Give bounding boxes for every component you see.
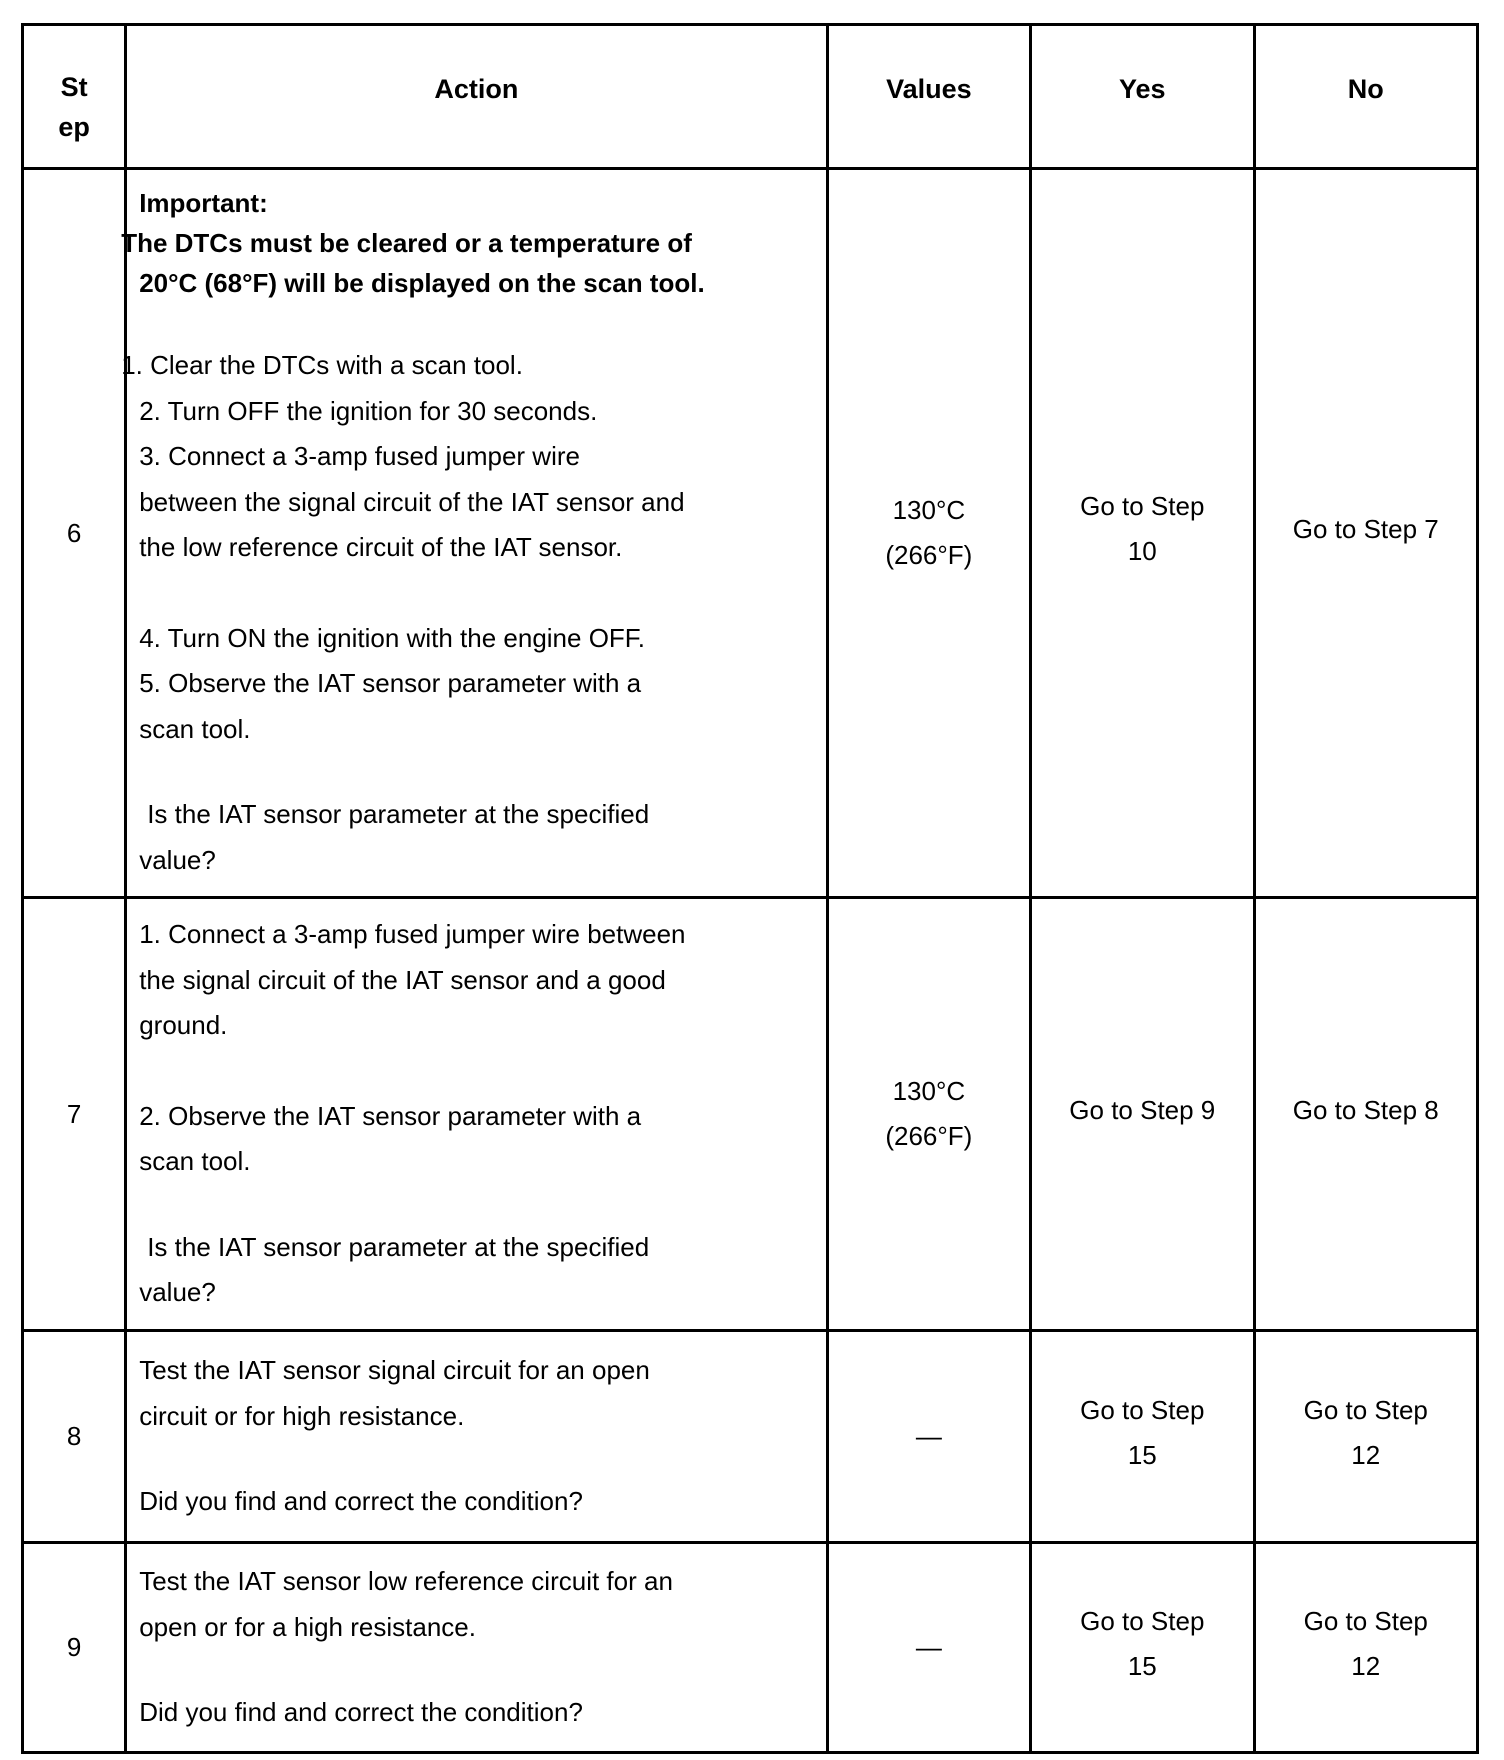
action-cell <box>121 169 827 898</box>
action-cell <box>126 1543 827 1753</box>
header-action: Action <box>126 25 827 169</box>
question-line2: value? <box>139 1277 216 1308</box>
yes-cell <box>1031 1331 1254 1543</box>
question-text: Did you find and correct the condition? <box>139 1486 583 1517</box>
table-row-step-9 <box>23 1543 1478 1753</box>
diagnostic-table <box>21 23 1479 1754</box>
action-step-4: 4. Turn ON the ignition with the engine OFF. <box>139 622 646 653</box>
value-line2: (266°F) <box>885 1121 973 1151</box>
step-number: 7 <box>23 898 126 1331</box>
value-line1: 130°C <box>892 495 966 525</box>
no-cell <box>1254 1543 1478 1753</box>
action-step-1-cont1: the signal circuit of the IAT sensor and a good <box>139 964 666 995</box>
action-step-3: 3. Connect a 3-amp fused jumper wire <box>139 441 580 471</box>
step-number: 6 <box>23 169 126 898</box>
values-cell <box>827 169 1030 898</box>
table-row-step-6 <box>23 169 1478 898</box>
values-cell <box>827 1543 1030 1753</box>
header-step-line2: ep <box>58 111 90 142</box>
value-line1: 130°C <box>892 1076 966 1106</box>
step-number: 9 <box>23 1543 126 1753</box>
no-cell <box>1254 1331 1478 1543</box>
no-line1: Go to Step <box>1303 1394 1428 1425</box>
step-number: 8 <box>23 1331 126 1543</box>
question-line1: Is the IAT sensor parameter at the specified <box>147 1231 650 1262</box>
header-row <box>23 25 1478 169</box>
action-line1: Test the IAT sensor low reference circuit for an <box>139 1566 673 1597</box>
table-row-step-7 <box>23 898 1478 1331</box>
yes-line2: 10 <box>1127 536 1157 566</box>
header-yes: Yes <box>1031 25 1254 169</box>
yes-cell <box>1031 898 1254 1331</box>
header-step <box>23 25 126 169</box>
no-text: Go to Step 8 <box>1292 1094 1439 1125</box>
question-line2: value? <box>139 844 216 875</box>
yes-line1: Go to Step <box>1080 1394 1205 1425</box>
yes-line2: 15 <box>1127 1439 1157 1470</box>
yes-line1: Go to Step <box>1080 491 1205 521</box>
action-step-2-cont: scan tool. <box>139 1146 251 1177</box>
action-step-1: 1. Clear the DTCs with a scan tool. <box>121 350 523 380</box>
no-cell <box>1254 169 1478 898</box>
header-step-line1: St <box>60 71 88 102</box>
important-text-line2: 20°C (68°F) will be displayed on the scan tool. <box>139 268 705 298</box>
important-text-line1: The DTCs must be cleared or a temperature of <box>121 228 692 258</box>
yes-line1: Go to Step <box>1080 1605 1205 1636</box>
yes-text: Go to Step 9 <box>1069 1094 1216 1125</box>
action-step-1-cont2: ground. <box>139 1010 228 1041</box>
action-line2: open or for a high resistance. <box>139 1611 476 1642</box>
action-step-3-cont2: the low reference circuit of the IAT sensor. <box>139 532 623 562</box>
action-step-5-cont: scan tool. <box>139 713 251 744</box>
values-cell <box>827 898 1030 1331</box>
no-line1: Go to Step <box>1303 1605 1428 1636</box>
action-line2: circuit or for high resistance. <box>139 1400 465 1431</box>
action-step-1: 1. Connect a 3-amp fused jumper wire between <box>139 919 686 950</box>
question-line1: Is the IAT sensor parameter at the specified <box>147 799 650 829</box>
value-dash: — <box>915 1421 942 1451</box>
table-row-step-8 <box>23 1331 1478 1543</box>
action-line1: Test the IAT sensor signal circuit for an open <box>139 1355 650 1386</box>
no-text: Go to Step 7 <box>1292 513 1439 544</box>
header-values: Values <box>827 25 1030 169</box>
action-cell <box>126 1331 827 1543</box>
action-step-3-cont1: between the signal circuit of the IAT sensor and <box>139 486 685 517</box>
no-line2: 12 <box>1351 1650 1381 1681</box>
yes-cell <box>1031 169 1254 898</box>
values-cell <box>827 1331 1030 1543</box>
no-line2: 12 <box>1351 1439 1381 1470</box>
value-dash: — <box>915 1632 942 1662</box>
action-step-2: 2. Observe the IAT sensor parameter with a <box>139 1100 642 1131</box>
action-step-5: 5. Observe the IAT sensor parameter with a <box>139 668 642 698</box>
important-label: Important: <box>139 188 268 218</box>
header-no: No <box>1254 25 1478 169</box>
yes-cell <box>1031 1543 1254 1753</box>
value-line2: (266°F) <box>885 540 973 570</box>
action-step-2: 2. Turn OFF the ignition for 30 seconds. <box>139 395 598 426</box>
action-cell <box>126 898 827 1331</box>
no-cell <box>1254 898 1478 1331</box>
question-text: Did you find and correct the condition? <box>139 1697 583 1728</box>
yes-line2: 15 <box>1127 1650 1157 1681</box>
